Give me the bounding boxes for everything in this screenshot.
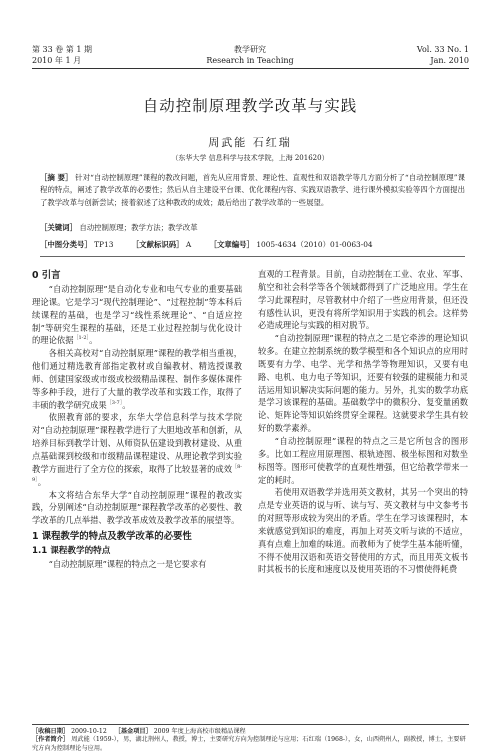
header-date: 2010 年 1 月 (32, 56, 82, 65)
paragraph: “自动控制原理”课程的特点之二是它牵涉的理论知识较多。在建立控制系统的数学模型和各个知识点的应用时既要有力学、电学、光学和热学等物理知识，又要有电路、电机、电力电子等知识，还要有较强的建模能力和灵活运用知识解决实际问题的能力。另外，扎实的数学功底是学习该课程的基础。基础数学中的微积分、复变量函数论、矩阵论等知识始终贯穿全课程。这就要求学生具有较好的数学素养。 (258, 333, 468, 434)
keywords-text: 自动控制原理；教学方法；教学改革 (79, 223, 198, 232)
header-rule (32, 68, 469, 69)
section-1-heading: 1 课程教学的特点及教学改革的必要性 (32, 531, 192, 543)
fund-text: 2009 年度上海高校市级精品课程 (153, 728, 246, 735)
header-journal-en: Research in Teaching (206, 56, 294, 65)
abstract-rule (40, 256, 465, 257)
left-column (32, 268, 242, 571)
abstract-text: 针对“自动控制原理”课程的教改问题，首先从应用背景、理论性、直观性和双语教学等几方面分析了“自动控制原理”课程的特点，阐述了教学改革的必要性；然后从自主建设平台课、优化课程内容、实践双语教学、进行课外模拟实验等四个方面提出了教学改革与创新尝试；接着叙述了这种教改的成效；最后给出了教学改革的一些展望。 (40, 173, 465, 207)
doc-code-label: ［文献标识码］ (131, 240, 184, 249)
header-journal-cn: 教学研究 (234, 45, 266, 54)
paragraph: “自动控制原理”是自动化专业和电气专业的重要基础理论课。它是学习“现代控制理论”、“过程控制”等本科后续课程的基础，也是学习“线性系统理论”、“自适应控制”等研究生课程的基础，还是工业过程控制与优化设计的理论依据$^{[1-2]}$。 (32, 284, 242, 346)
article-authors: 周武能 石红瑞 (208, 136, 292, 149)
header-date-en: Jan. 2010 (430, 56, 469, 65)
classification-block (40, 239, 470, 251)
keywords-label: ［关键词］ (40, 223, 77, 232)
section-1-1-heading: 1.1 课程教学的特点 (32, 546, 111, 557)
clc-value: TP13 (94, 240, 114, 249)
author-label: ［作者简介］ (32, 736, 70, 744)
header-volume-en: Vol. 33 No. 1 (416, 45, 469, 54)
clc-label: ［中图分类号］ (40, 240, 92, 249)
article-title: 自动控制原理教学改革与实践 (142, 97, 358, 115)
paragraph: “自动控制原理”课程的特点之一是它要求有 (48, 559, 207, 570)
footnote (32, 728, 469, 753)
article-id-label: ［文章编号］ (209, 240, 254, 249)
author-bio: 周武能（1959-），男，湖北荆州人，教授，博士，主要研究方向为控制理论与应用；石红瑞（1968-），女，山西朔州人，副教授，博士，主要研究方向为控制理论与应用。 (32, 736, 466, 752)
abstract-block (40, 172, 465, 209)
fund-label: ［基金项目］ (114, 728, 152, 735)
paragraph: “自动控制原理”课程的特点之三是它所包含的图形多。比如工程应用原理图、根轨迹图、极坐标图和对数坐标图等。图形可使教学的直观性增强，但它给教学带来一定的耗时。 (258, 435, 468, 485)
paragraph: 本文将结合东华大学“自动控制原理”课程的教改实践，分别阐述“自动控制原理”课程教学改革的必要性、教学改革的几点举措、教学改革成效及教学改革的展望等。 (32, 489, 242, 526)
paragraph: 依照教育部的要求，东华大学信息科学与技术学院对“自动控制原理”课程教学进行了大胆地改革和创新，从培养目标到教学计划、从师资队伍建设到教材建设、从重点基础课到校级和市级精品课程建设、从理论教学到实验教学方面进行了全方位的探索，取得了比较显著的成效$^{[8-9]}$。 (32, 412, 242, 487)
keywords-block (40, 222, 465, 234)
header-volume: 第 33 卷 第 1 期 (32, 45, 92, 54)
received-date: 2009-10-12 (71, 728, 107, 735)
received-label: ［收稿日期］ (32, 728, 70, 735)
article-id-value: 1005-4634（2010）01-0063-04 (256, 240, 373, 249)
paragraph: 直观的工程背景。目前，自动控制在工业、农业、军事、航空和社会科学等各个领域都得到了广泛地应用。学生在学习此课程时，尽管教材中介绍了一些应用背景，但还没有感性认识，更没有将所学知识用于实践的机会。这样势必造成理论与实践的相对脱节。 (258, 269, 468, 331)
article-affiliation: （东华大学 信息科学与技术学院，上海 201620） (171, 154, 329, 162)
paragraph: 若使用双语教学并选用英文教材，其另一个突出的特点是专业英语的说与听、读与写、英文教材与中文参考书的对照等形成较为突出的矛盾。学生在学习该课程时，本来就感觉到知识的难度，再加上对英文听与读的不适应，真有点难上加难的味道。而教师为了使学生基本能听懂，不得不使用汉语和英语交替使用的方式，而且用英文板书时其板书的长度和速度以及使用英语的不习惯使得耗费 (258, 487, 468, 575)
footnote-rule (32, 724, 469, 725)
doc-code-value: A (185, 240, 192, 249)
paragraph: 各相关高校对“自动控制原理”课程的教学相当重视，他们通过精选教育部指定教材或自编教材、精选授课教师、创建国家级或市级或校级精品课程、制作多媒体课件等多种手段，进行了大量的教学改革和实践工作，取得了丰硕的教学研究成果$^{[3-7]}$。 (32, 348, 242, 410)
right-column (258, 268, 468, 576)
abstract-label: ［摘 要］ (40, 173, 73, 182)
section-0-heading: 0 引言 (32, 270, 61, 281)
